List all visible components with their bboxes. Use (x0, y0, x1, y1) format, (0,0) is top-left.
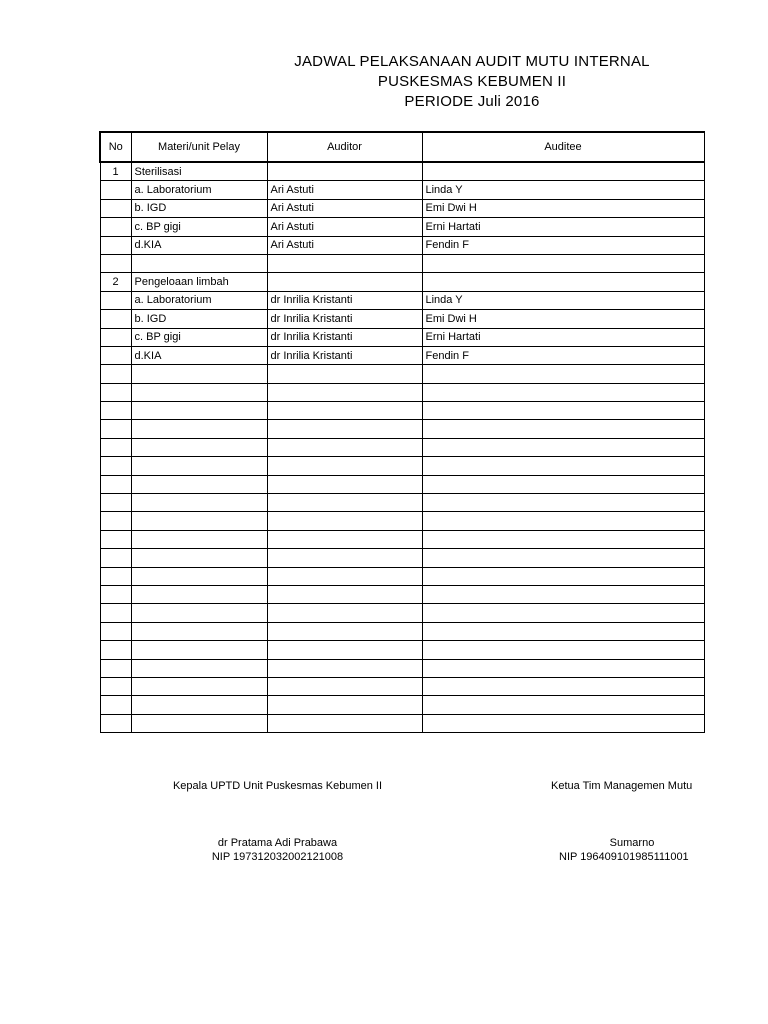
cell-auditee (422, 714, 704, 732)
cell-no (100, 218, 131, 236)
cell-no: 2 (100, 273, 131, 291)
empty-row (100, 677, 704, 695)
cell-no (100, 585, 131, 603)
table-row (100, 236, 704, 254)
empty-row (100, 696, 704, 714)
cell-auditee (422, 677, 704, 695)
cell-materi (131, 714, 267, 732)
cell-auditee (422, 383, 704, 401)
cell-no (100, 383, 131, 401)
cell-no (100, 604, 131, 622)
cell-auditee: Erni Hartati (422, 328, 704, 346)
empty-row (100, 567, 704, 585)
table-row (100, 162, 704, 181)
cell-materi: Pengeloaan limbah (131, 273, 267, 291)
cell-no (100, 254, 131, 272)
cell-auditee (422, 696, 704, 714)
cell-no (100, 420, 131, 438)
cell-auditor (267, 677, 422, 695)
cell-materi (131, 365, 267, 383)
cell-materi (131, 530, 267, 548)
cell-auditor: Ari Astuti (267, 199, 422, 217)
cell-materi (131, 659, 267, 677)
cell-materi: b. IGD (131, 310, 267, 328)
cell-no (100, 365, 131, 383)
cell-no (100, 438, 131, 456)
cell-auditor (267, 696, 422, 714)
cell-auditee: Fendin F (422, 236, 704, 254)
cell-auditor: dr Inrilia Kristanti (267, 328, 422, 346)
cell-materi: Sterilisasi (131, 162, 267, 181)
empty-row (100, 659, 704, 677)
cell-materi (131, 567, 267, 585)
empty-row (100, 402, 704, 420)
table-row (100, 181, 704, 199)
empty-row (100, 512, 704, 530)
cell-materi (131, 549, 267, 567)
cell-auditor (267, 604, 422, 622)
cell-materi (131, 604, 267, 622)
title-line-1: JADWAL PELAKSANAAN AUDIT MUTU INTERNAL (294, 53, 650, 70)
audit-schedule-table (99, 131, 705, 733)
cell-auditor: dr Inrilia Kristanti (267, 310, 422, 328)
cell-no (100, 659, 131, 677)
document-title (0, 52, 768, 112)
cell-no (100, 402, 131, 420)
cell-no (100, 714, 131, 732)
cell-no (100, 475, 131, 493)
cell-auditor (267, 567, 422, 585)
cell-auditee (422, 549, 704, 567)
cell-materi: a. Laboratorium (131, 181, 267, 199)
cell-auditor (267, 512, 422, 530)
cell-no (100, 696, 131, 714)
empty-row (100, 530, 704, 548)
cell-auditee (422, 494, 704, 512)
empty-row (100, 585, 704, 603)
cell-auditor (267, 365, 422, 383)
cell-auditee (422, 402, 704, 420)
right-signer-position: Ketua Tim Managemen Mutu (551, 780, 693, 792)
cell-no (100, 236, 131, 254)
title-line-2: PUSKESMAS KEBUMEN II (377, 73, 567, 90)
header-materi: Materi/unit Pelay (131, 132, 267, 162)
cell-auditor: dr Inrilia Kristanti (267, 346, 422, 364)
cell-auditee (422, 530, 704, 548)
empty-row (100, 438, 704, 456)
cell-no (100, 494, 131, 512)
empty-row (100, 365, 704, 383)
cell-auditee: Linda Y (422, 291, 704, 309)
header-auditor: Auditor (267, 132, 422, 162)
table-row (100, 291, 704, 309)
cell-auditee (422, 457, 704, 475)
cell-no: 1 (100, 162, 131, 181)
cell-auditee (422, 254, 704, 272)
empty-row (100, 383, 704, 401)
cell-auditor: dr Inrilia Kristanti (267, 291, 422, 309)
cell-materi (131, 254, 267, 272)
cell-no (100, 530, 131, 548)
cell-auditee (422, 512, 704, 530)
empty-row (100, 549, 704, 567)
cell-auditee (422, 567, 704, 585)
cell-auditee (422, 622, 704, 640)
cell-materi (131, 438, 267, 456)
cell-auditor (267, 622, 422, 640)
cell-auditor (267, 659, 422, 677)
cell-auditee (422, 475, 704, 493)
cell-materi: c. BP gigi (131, 328, 267, 346)
header-no: No (100, 132, 131, 162)
cell-auditor (267, 383, 422, 401)
cell-materi: c. BP gigi (131, 218, 267, 236)
cell-no (100, 181, 131, 199)
empty-row (100, 622, 704, 640)
cell-no (100, 346, 131, 364)
empty-row (100, 714, 704, 732)
left-signer-nip: NIP 197312032002121008 (211, 851, 344, 863)
cell-materi: d.KIA (131, 346, 267, 364)
cell-materi: b. IGD (131, 199, 267, 217)
empty-row (100, 475, 704, 493)
cell-auditee (422, 365, 704, 383)
cell-no (100, 512, 131, 530)
empty-row (100, 494, 704, 512)
cell-materi (131, 622, 267, 640)
cell-materi (131, 494, 267, 512)
cell-materi (131, 420, 267, 438)
cell-no (100, 677, 131, 695)
cell-auditor (267, 438, 422, 456)
left-signer-position: Kepala UPTD Unit Puskesmas Kebumen II (172, 780, 383, 792)
header-auditee: Auditee (422, 132, 704, 162)
cell-auditee: Erni Hartati (422, 218, 704, 236)
cell-no (100, 641, 131, 659)
cell-auditor (267, 494, 422, 512)
right-signer-nip: NIP 196409101985111001 (559, 851, 689, 863)
cell-auditor (267, 254, 422, 272)
cell-auditor: Ari Astuti (267, 218, 422, 236)
table-row (100, 346, 704, 364)
cell-materi (131, 457, 267, 475)
empty-row (100, 457, 704, 475)
cell-auditee: Linda Y (422, 181, 704, 199)
cell-auditee: Fendin F (422, 346, 704, 364)
table-row (100, 273, 704, 291)
table-row (100, 254, 704, 272)
cell-auditee: Emi Dwi H (422, 310, 704, 328)
cell-no (100, 457, 131, 475)
cell-materi (131, 677, 267, 695)
cell-auditor: Ari Astuti (267, 236, 422, 254)
cell-auditee (422, 438, 704, 456)
cell-auditor: Ari Astuti (267, 181, 422, 199)
cell-auditor (267, 420, 422, 438)
cell-materi: a. Laboratorium (131, 291, 267, 309)
cell-no (100, 199, 131, 217)
cell-no (100, 310, 131, 328)
schedule-body (100, 132, 704, 733)
cell-auditor (267, 714, 422, 732)
cell-materi (131, 475, 267, 493)
cell-no (100, 549, 131, 567)
cell-auditor (267, 457, 422, 475)
empty-row (100, 604, 704, 622)
cell-auditee (422, 162, 704, 181)
cell-no (100, 622, 131, 640)
cell-auditee (422, 585, 704, 603)
cell-materi: d.KIA (131, 236, 267, 254)
table-row (100, 310, 704, 328)
cell-no (100, 567, 131, 585)
cell-materi (131, 402, 267, 420)
cell-auditor (267, 273, 422, 291)
table-row (100, 218, 704, 236)
cell-auditee (422, 659, 704, 677)
cell-auditor (267, 475, 422, 493)
cell-materi (131, 512, 267, 530)
cell-auditee (422, 604, 704, 622)
cell-auditor (267, 530, 422, 548)
empty-row (100, 420, 704, 438)
cell-auditee (422, 641, 704, 659)
cell-auditee (422, 273, 704, 291)
cell-materi (131, 383, 267, 401)
cell-auditor (267, 641, 422, 659)
empty-row (100, 641, 704, 659)
table-row (100, 328, 704, 346)
header-row (100, 132, 704, 162)
cell-auditor (267, 162, 422, 181)
cell-no (100, 291, 131, 309)
cell-auditee: Emi Dwi H (422, 199, 704, 217)
cell-materi (131, 696, 267, 714)
cell-auditor (267, 585, 422, 603)
left-signer-name: dr Pratama Adi Prabawa (217, 837, 338, 849)
cell-materi (131, 641, 267, 659)
cell-auditor (267, 549, 422, 567)
cell-no (100, 328, 131, 346)
cell-auditor (267, 402, 422, 420)
table-row (100, 199, 704, 217)
cell-materi (131, 585, 267, 603)
cell-auditee (422, 420, 704, 438)
title-line-3: PERIODE Juli 2016 (404, 93, 540, 110)
right-signer-name: Sumarno (609, 837, 655, 849)
